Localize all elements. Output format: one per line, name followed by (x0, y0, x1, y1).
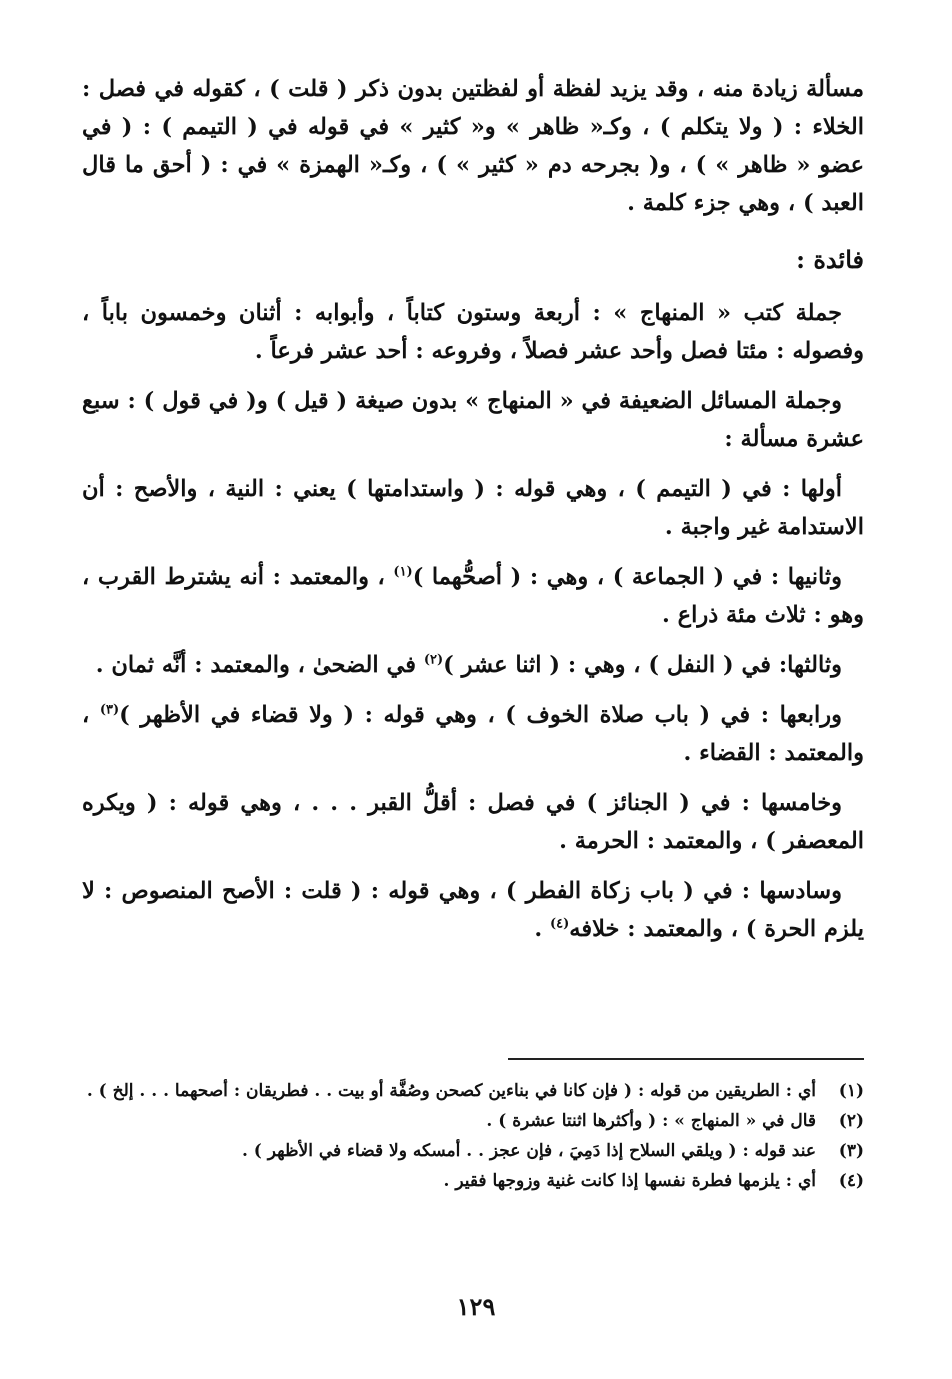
paragraph-fourth-text-a: ورابعها : في ( باب صلاة الخوف ) ، وهي قوله : ( ولا قضاء في الأظهر ) (119, 702, 842, 728)
footnote-4 (82, 1166, 864, 1196)
footnote-3 (82, 1136, 864, 1166)
section-heading: فائدة : (796, 245, 864, 274)
paragraph-first: أولها : في ( التيمم ) ، وهي قوله : ( واستدامتها ) يعني : النية ، والأصح : أن الاستدامة غير واجبة . (82, 476, 864, 540)
paragraph-weak-issues: وجملة المسائل الضعيفة في « المنهاج » بدون صيغة ( قيل ) و( في قول ) : سبع عشرة مسألة : (82, 388, 864, 452)
footnote-number: (٤) (838, 1171, 864, 1191)
paragraph-books-count: جملة كتب « المنهاج » : أربعة وستون كتاباً ، وأبوابه : أثنان وخمسون باباً ، وفصوله : مئتا فصل وأحد عشر فصلاً ، وفروعه : أحد عشر فرعاً . (82, 300, 864, 364)
footnote-number: (١) (838, 1081, 864, 1101)
footnote-number: (٢) (838, 1111, 864, 1131)
footnote-text: قال في « المنهاج » : ( وأكثرها اثنتا عشرة ) . (486, 1111, 816, 1131)
footnote-ref-1[interactable]: (١) (393, 564, 413, 580)
footnote-ref-2[interactable]: (٢) (423, 652, 444, 668)
intro-paragraph: مسألة زيادة منه ، وقد يزيد لفظة أو لفظتين بدون ذكر ( قلت ) ، كقوله في فصل : الخلاء : ( ولا يتكلم ) ، وكـ« ظاهر » و« كثير » في قوله في ( التيمم ) : ( في عضو « ظاهر » ) ، و( بجرحه دم « كثير » ) ، وكـ« الهمزة » في : ( أحق ما قال العبد ) ، وهي جزء كلمة . (82, 76, 864, 216)
paragraph-fifth: وخامسها : في ( الجنائز ) في فصل : أقلُّ القبر . . . ، وهي قوله : ( ويكره المعصفر ) ، والمعتمد : الحرمة . (82, 790, 864, 854)
footnote-text: عند قوله : ( ويلقي السلاح إذا دَمِيَ ، فإن عجز . . أمسكه ولا قضاء في الأظهر ) . (241, 1141, 816, 1161)
paragraph-third (82, 646, 864, 684)
paragraph-second (82, 558, 864, 634)
paragraph-second-text-b: ، والمعتمد : أنه يشترط القرب ، وهو : ثلاث مئة ذراع . (82, 564, 864, 628)
footnotes-section (82, 1076, 864, 1196)
paragraph-fourth (82, 696, 864, 772)
paragraph-third-text-a: وثالثها: في ( النفل ) ، وهي : ( اثنا عشر ) (443, 652, 842, 678)
footnote-text: أي : الطريقين من قوله : ( فإن كانا في بناءين كصحن وصُفَّة أو بيت . . فطريقان : أصحهما . . . إلخ ) . (86, 1081, 816, 1101)
paragraph-sixth (82, 872, 864, 948)
paragraph-second-text-a: وثانيها : في ( الجماعة ) ، وهي : ( أصحُّهما ) (412, 564, 842, 590)
paragraph-third-text-b: في الضحىٰ ، والمعتمد : أنَّه ثمان . (95, 652, 424, 678)
footnote-1 (82, 1076, 864, 1106)
footnote-2 (82, 1106, 864, 1136)
footnote-text: أي : يلزمها فطرة نفسها إذا كانت غنية وزوجها فقير . (443, 1171, 816, 1191)
footnote-number: (٣) (838, 1141, 864, 1161)
paragraph-fourth-text-b: ، والمعتمد : القضاء . (82, 702, 864, 766)
page-number: ١٢٩ (456, 1292, 496, 1321)
footnote-divider (508, 1058, 864, 1060)
footnote-ref-3[interactable]: (٣) (99, 702, 120, 718)
paragraph-sixth-text-a: وسادسها : في ( باب زكاة الفطر ) ، وهي قوله : ( قلت : الأصح المنصوص : لا يلزم الحرة ) ، والمعتمد : خلافه (82, 878, 864, 942)
footnote-ref-4[interactable]: (٤) (550, 916, 570, 932)
paragraph-sixth-text-b: . (534, 916, 550, 942)
main-text (82, 70, 864, 960)
